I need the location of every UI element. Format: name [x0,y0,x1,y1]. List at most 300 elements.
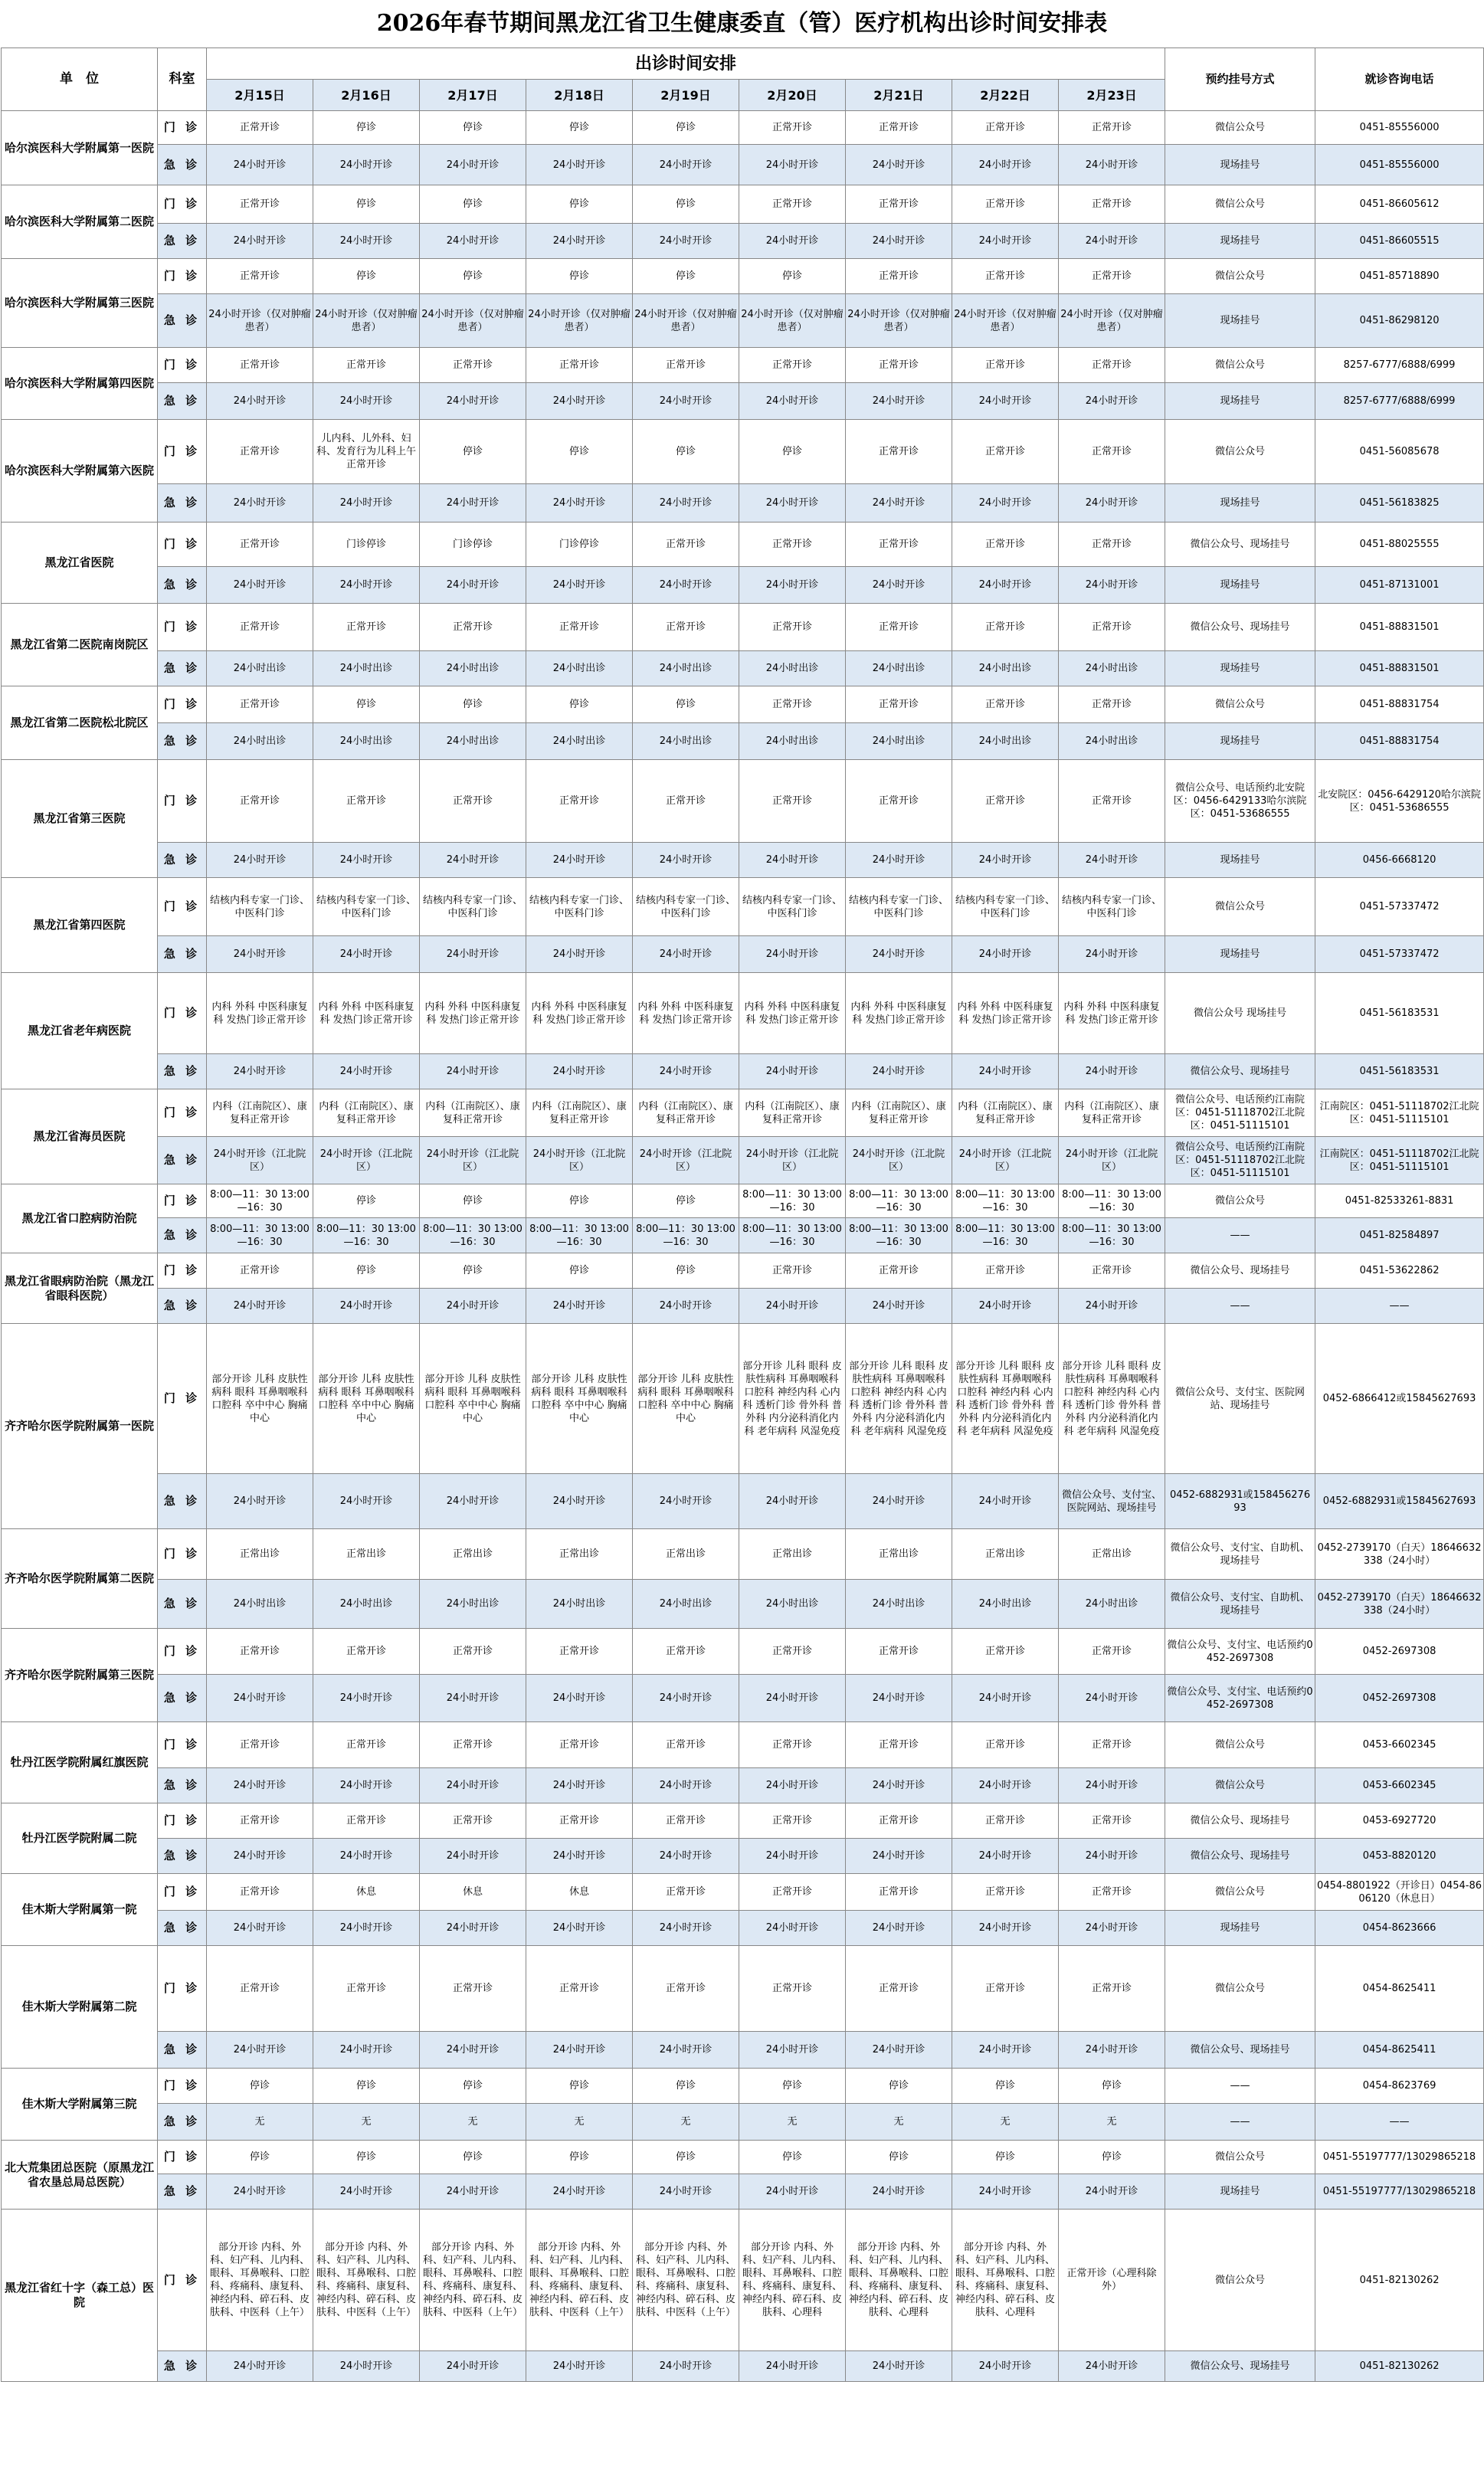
hospital-name: 齐齐哈尔医学院附属第二医院 [2,1529,158,1629]
booking-header: 预约挂号方式 [1165,48,1315,111]
schedule-cell: 正常开诊 [207,1803,313,1839]
schedule-cell: 正常开诊 [420,1722,526,1768]
schedule-cell: 24小时开诊 [420,936,526,973]
schedule-cell: 停诊 [313,259,420,294]
schedule-cell: 正常开诊 [313,1722,420,1768]
schedule-cell: 无 [633,2104,739,2141]
booking-method: 微信公众号 [1165,2141,1315,2174]
schedule-cell: 部分开诊 儿科 皮肤性病科 眼科 耳鼻咽喉科 口腔科 卒中中心 胸痛中心 [420,1324,526,1474]
department-label: 门 诊 [158,1324,207,1474]
schedule-cell: 正常开诊 [952,185,1059,224]
schedule-cell: 正常出诊 [420,1529,526,1580]
hospital-name: 哈尔滨医科大学附属第二医院 [2,185,158,259]
booking-method: 微信公众号、支付宝、电话预约0452-2697308 [1165,1675,1315,1722]
table-row [2,1768,1484,1803]
booking-method: 微信公众号、现场挂号 [1165,1054,1315,1089]
consult-phone: 0454-8625411 [1315,2032,1484,2069]
schedule-cell: 24小时开诊 [1059,1768,1165,1803]
schedule-cell: 24小时开诊 [739,484,846,522]
schedule-cell: 正常开诊 [1059,185,1165,224]
table-row [2,420,1484,484]
schedule-cell: 正常开诊 [739,1874,846,1911]
schedule-cell: 停诊 [1059,2069,1165,2104]
schedule-cell: 正常开诊 [207,522,313,567]
schedule-cell: 停诊 [633,2141,739,2174]
schedule-cell: 部分开诊 内科、外科、妇产科、儿内科、眼科、耳鼻喉科、口腔科、疼痛科、康复科、神经内科、碎石科、皮肤科、中医科（上午） [207,2210,313,2351]
schedule-cell: 停诊 [739,259,846,294]
schedule-cell: 24小时开诊 [207,843,313,878]
schedule-cell: 24小时开诊 [846,145,952,185]
schedule-cell: 停诊 [313,2141,420,2174]
hospital-name: 黑龙江省医院 [2,522,158,604]
table-row [2,843,1484,878]
schedule-cell: 24小时开诊 [952,936,1059,973]
schedule-cell: 内科（江南院区）、康复科正常开诊 [846,1089,952,1137]
table-row [2,1474,1484,1529]
schedule-cell: 停诊 [526,259,633,294]
table-row [2,1054,1484,1089]
booking-method: —— [1165,2104,1315,2141]
table-row [2,651,1484,686]
schedule-cell: 24小时开诊 [633,1289,739,1324]
consult-phone: 0452-2697308 [1315,1675,1484,1722]
page-title: 2026年春节期间黑龙江省卫生健康委直（管）医疗机构出诊时间安排表 [376,10,1108,37]
department-label: 急 诊 [158,1768,207,1803]
schedule-cell: 无 [526,2104,633,2141]
schedule-cell: 24小时开诊（仅对肿瘤患者） [739,294,846,348]
department-label: 门 诊 [158,1184,207,1218]
consult-phone: 0451-85556000 [1315,145,1484,185]
booking-method: 微信公众号、现场挂号 [1165,1839,1315,1874]
schedule-cell: 24小时开诊 [952,1474,1059,1529]
consult-phone: 0451-82130262 [1315,2210,1484,2351]
schedule-cell: 24小时开诊 [526,1768,633,1803]
schedule-cell: 24小时开诊 [739,145,846,185]
schedule-cell: 正常出诊 [739,1529,846,1580]
hospital-name: 佳木斯大学附属第三院 [2,2069,158,2141]
schedule-cell: 24小时开诊 [846,1474,952,1529]
schedule-cell: 24小时开诊 [313,936,420,973]
schedule-cell: 部分开诊 儿科 眼科 皮肤性病科 耳鼻咽喉科 口腔科 神经内科 心内科 透析门诊 骨外科 普外科 内分泌科消化内科 老年病科 风湿免疫 [1059,1324,1165,1474]
table-row [2,567,1484,604]
schedule-cell: 正常开诊 [952,420,1059,484]
schedule-cell: 无 [420,2104,526,2141]
schedule-cell: 24小时开诊 [952,1675,1059,1722]
schedule-cell: 24小时开诊 [207,1768,313,1803]
schedule-cell: 24小时开诊 [526,567,633,604]
schedule-cell: 24小时开诊 [313,2351,420,2382]
schedule-cell: 停诊 [526,2141,633,2174]
schedule-cell: 24小时开诊（仅对肿瘤患者） [952,294,1059,348]
hospital-name: 哈尔滨医科大学附属第三医院 [2,259,158,348]
schedule-cell: 24小时开诊 [420,2351,526,2382]
table-row [2,1184,1484,1218]
schedule-cell: 24小时开诊 [420,2032,526,2069]
schedule-cell: 停诊 [526,686,633,723]
schedule-cell: 门诊停诊 [420,522,526,567]
consult-phone: 0451-82533261-8831 [1315,1184,1484,1218]
table-row [2,1722,1484,1768]
schedule-cell: 24小时开诊 [846,2174,952,2210]
date-header: 2月19日 [633,80,739,111]
schedule-cell: 正常开诊 [952,1722,1059,1768]
table-row [2,1580,1484,1629]
schedule-cell: 正常开诊 [1059,111,1165,145]
schedule-cell: 停诊 [420,420,526,484]
schedule-cell: 8:00—11：30 13:00—16：30 [313,1218,420,1253]
schedule-cell: 24小时开诊 [846,936,952,973]
booking-method: 微信公众号、现场挂号 [1165,2032,1315,2069]
schedule-cell: 无 [952,2104,1059,2141]
schedule-cell: 24小时开诊（仅对肿瘤患者） [526,294,633,348]
table-row [2,2174,1484,2210]
consult-phone: 8257-6777/6888/6999 [1315,383,1484,420]
department-label: 门 诊 [158,1946,207,2032]
schedule-cell: 正常开诊 [1059,760,1165,843]
table-row [2,1218,1484,1253]
schedule-cell: 24小时出诊 [952,651,1059,686]
schedule-cell: 停诊 [420,111,526,145]
schedule-cell: 24小时开诊 [207,2351,313,2382]
schedule-cell: 停诊 [420,2141,526,2174]
hospital-name: 黑龙江省第二医院松北院区 [2,686,158,760]
schedule-cell: 24小时开诊 [739,843,846,878]
schedule-cell: 正常开诊 [420,1803,526,1839]
schedule-cell: 停诊 [526,185,633,224]
schedule-cell: 部分开诊 儿科 皮肤性病科 眼科 耳鼻咽喉科 口腔科 卒中中心 胸痛中心 [313,1324,420,1474]
schedule-cell: 正常开诊 [846,604,952,651]
schedule-cell: 24小时开诊 [207,2174,313,2210]
schedule-cell: 24小时开诊 [633,936,739,973]
hospital-name: 黑龙江省老年病医院 [2,973,158,1089]
date-header: 2月15日 [207,80,313,111]
schedule-cell: 结核内科专家一门诊、中医科门诊 [313,878,420,936]
schedule-cell: 24小时开诊 [313,1911,420,1946]
schedule-cell: 停诊 [633,1184,739,1218]
schedule-cell: 24小时开诊 [952,1768,1059,1803]
department-label: 急 诊 [158,843,207,878]
schedule-cell: 24小时开诊 [313,1839,420,1874]
consult-phone: 0451-82130262 [1315,2351,1484,2382]
schedule-cell: 24小时开诊 [739,567,846,604]
schedule-cell: 24小时出诊 [633,1580,739,1629]
table-row [2,1529,1484,1580]
department-label: 门 诊 [158,2210,207,2351]
schedule-cell: 24小时开诊 [526,2351,633,2382]
schedule-cell: 24小时开诊 [952,145,1059,185]
booking-method: 0452-6882931或15845627693 [1165,1474,1315,1529]
schedule-cell: 24小时开诊 [1059,1054,1165,1089]
schedule-cell: 24小时开诊 [739,1675,846,1722]
hospital-name: 齐齐哈尔医学院附属第三医院 [2,1629,158,1722]
phone-header: 就诊咨询电话 [1315,48,1484,111]
department-label: 急 诊 [158,145,207,185]
schedule-cell: 停诊 [633,420,739,484]
hospital-name: 黑龙江省眼病防治院（黑龙江省眼科医院） [2,1253,158,1324]
booking-method: 微信公众号 [1165,259,1315,294]
schedule-cell: 正常开诊 [526,348,633,383]
schedule-cell: 正常开诊 [1059,686,1165,723]
consult-phone: 江南院区：0451-51118702江北院区：0451-51115101 [1315,1137,1484,1184]
schedule-cell: 24小时开诊 [526,2174,633,2210]
schedule-cell: 停诊 [526,1253,633,1289]
schedule-cell: 部分开诊 内科、外科、妇产科、儿内科、眼科、耳鼻喉科、口腔科、疼痛科、康复科、神经内科、碎石科、皮肤科、中医科（上午） [633,2210,739,2351]
schedule-cell: 24小时开诊 [952,484,1059,522]
schedule-cell: 24小时开诊 [313,484,420,522]
schedule-cell: 结核内科专家一门诊、中医科门诊 [420,878,526,936]
department-label: 急 诊 [158,1289,207,1324]
schedule-cell: 内科 外科 中医科康复科 发热门诊正常开诊 [1059,973,1165,1054]
schedule-cell: 正常开诊 [1059,1946,1165,2032]
schedule-cell: 停诊 [313,2069,420,2104]
schedule-cell: 内科（江南院区）、康复科正常开诊 [420,1089,526,1137]
schedule-cell: 正常开诊 [313,1803,420,1839]
schedule-cell: 部分开诊 内科、外科、妇产科、儿内科、眼科、耳鼻喉科、口腔科、疼痛科、康复科、神经内科、碎石科、皮肤科、心理科 [952,2210,1059,2351]
table-row [2,2141,1484,2174]
schedule-cell: 24小时开诊 [739,1911,846,1946]
schedule-cell: 正常开诊 [739,185,846,224]
schedule-cell: 24小时出诊 [952,723,1059,760]
consult-phone: 0451-88025555 [1315,522,1484,567]
schedule-cell: 24小时出诊 [846,723,952,760]
schedule-cell: 24小时开诊（仅对肿瘤患者） [313,294,420,348]
schedule-cell: 24小时开诊 [952,1054,1059,1089]
schedule-cell: 24小时开诊（江北院区） [739,1137,846,1184]
schedule-cell: 正常开诊 [846,185,952,224]
booking-method: 微信公众号 [1165,2210,1315,2351]
schedule-cell: 24小时开诊（江北院区） [1059,1137,1165,1184]
schedule-cell: 部分开诊 内科、外科、妇产科、儿内科、眼科、耳鼻喉科、口腔科、疼痛科、康复科、神经内科、碎石科、皮肤科、中医科（上午） [526,2210,633,2351]
booking-method: 微信公众号、现场挂号 [1165,604,1315,651]
schedule-cell: 正常开诊 [420,1946,526,2032]
booking-method: 微信公众号 [1165,348,1315,383]
schedule-cell: 正常开诊 [1059,522,1165,567]
consult-phone: 0451-86605612 [1315,185,1484,224]
booking-method: 微信公众号 [1165,686,1315,723]
schedule-cell: 24小时出诊 [952,1580,1059,1629]
schedule-cell: 24小时出诊 [1059,723,1165,760]
schedule-cell: 停诊 [633,259,739,294]
schedule-cell: 正常开诊 [1059,1629,1165,1675]
schedule-cell: 停诊 [952,2069,1059,2104]
schedule-cell: 24小时开诊 [739,383,846,420]
table-row [2,522,1484,567]
schedule-cell: 停诊 [739,2141,846,2174]
schedule-cell: 内科 外科 中医科康复科 发热门诊正常开诊 [207,973,313,1054]
schedule-cell: 24小时开诊 [633,1675,739,1722]
department-label: 门 诊 [158,2141,207,2174]
dept-header: 科室 [158,48,207,111]
schedule-cell: 24小时开诊 [1059,1911,1165,1946]
schedule-cell: 24小时出诊 [420,723,526,760]
schedule-cell: 24小时开诊 [739,2351,846,2382]
table-row [2,185,1484,224]
schedule-cell: 24小时开诊（仅对肿瘤患者） [846,294,952,348]
department-label: 门 诊 [158,760,207,843]
schedule-cell: 24小时开诊（仅对肿瘤患者） [207,294,313,348]
schedule-cell: 8:00—11：30 13:00—16：30 [207,1218,313,1253]
consult-phone: —— [1315,2104,1484,2141]
consult-phone: 0451-82584897 [1315,1218,1484,1253]
schedule-cell: 结核内科专家一门诊、中医科门诊 [846,878,952,936]
schedule-cell: 正常开诊 [1059,420,1165,484]
schedule-cell: 停诊 [420,185,526,224]
schedule-cell: 24小时开诊 [207,567,313,604]
schedule-cell: 正常出诊 [952,1529,1059,1580]
department-label: 急 诊 [158,723,207,760]
schedule-cell: 24小时开诊 [739,224,846,259]
consult-phone: 0452-6882931或15845627693 [1315,1474,1484,1529]
schedule-cell: 24小时开诊 [313,383,420,420]
schedule-cell: 停诊 [846,2069,952,2104]
schedule-cell: 内科 外科 中医科康复科 发热门诊正常开诊 [846,973,952,1054]
hospital-name: 黑龙江省红十字（森工总）医院 [2,2210,158,2382]
schedule-cell: 正常开诊 [420,760,526,843]
schedule-cell: 部分开诊 内科、外科、妇产科、儿内科、眼科、耳鼻喉科、口腔科、疼痛科、康复科、神经内科、碎石科、皮肤科、中医科（上午） [420,2210,526,2351]
schedule-cell: 24小时开诊 [1059,1289,1165,1324]
schedule-cell: 24小时出诊 [420,1580,526,1629]
consult-phone: 北安院区：0456-6429120哈尔滨院区：0451-53686555 [1315,760,1484,843]
schedule-cell: 24小时开诊 [952,2032,1059,2069]
consult-phone: 0451-56183531 [1315,1054,1484,1089]
booking-method: 微信公众号 [1165,420,1315,484]
schedule-cell: 24小时出诊 [846,1580,952,1629]
schedule-cell: 正常出诊 [526,1529,633,1580]
schedule-cell: 8:00—11：30 13:00—16：30 [420,1218,526,1253]
schedule-cell: 正常出诊 [207,1529,313,1580]
schedule-cell: 24小时开诊 [207,484,313,522]
schedule-cell: 正常开诊 [739,1722,846,1768]
schedule-cell: 24小时开诊 [207,2032,313,2069]
schedule-cell: 停诊 [420,259,526,294]
department-label: 急 诊 [158,2351,207,2382]
hospital-name: 齐齐哈尔医学院附属第一医院 [2,1324,158,1529]
consult-phone: 0451-57337472 [1315,878,1484,936]
schedule-cell: 儿内科、儿外科、妇科、发育行为儿科上午正常开诊 [313,420,420,484]
schedule-cell: 24小时开诊 [313,224,420,259]
schedule-cell: 正常开诊 [1059,1874,1165,1911]
schedule-cell: 24小时开诊 [633,1911,739,1946]
schedule-cell: 内科 外科 中医科康复科 发热门诊正常开诊 [526,973,633,1054]
table-row [2,936,1484,973]
schedule-cell: 正常开诊 [846,522,952,567]
schedule-cell: 24小时开诊 [952,2351,1059,2382]
booking-method: 现场挂号 [1165,2174,1315,2210]
schedule-cell: 正常开诊 [952,1803,1059,1839]
booking-method: 微信公众号、电话预约江南院区：0451-51118702江北院区：0451-51115101 [1165,1089,1315,1137]
consult-phone: 0453-8820120 [1315,1839,1484,1874]
hospital-name: 黑龙江省海员医院 [2,1089,158,1184]
department-label: 急 诊 [158,567,207,604]
schedule-cell: 正常开诊 [952,259,1059,294]
schedule-cell: 正常开诊 [952,1253,1059,1289]
unit-header: 单 位 [2,48,158,111]
booking-method: 现场挂号 [1165,936,1315,973]
schedule-cell: 结核内科专家一门诊、中医科门诊 [633,878,739,936]
schedule-cell: 24小时出诊 [633,723,739,760]
schedule-cell: 停诊 [633,2069,739,2104]
schedule-cell: 24小时开诊 [420,567,526,604]
schedule-cell: 24小时出诊 [207,651,313,686]
schedule-cell: 正常开诊 [1059,604,1165,651]
department-label: 门 诊 [158,1253,207,1289]
schedule-cell: 停诊 [739,420,846,484]
consult-phone: 0454-8623769 [1315,2069,1484,2104]
schedule-cell: 门诊停诊 [526,522,633,567]
schedule-cell: 正常开诊 [1059,1253,1165,1289]
schedule-cell: 停诊 [633,111,739,145]
schedule-cell: 正常开诊 [846,1874,952,1911]
schedule-cell: 正常开诊 [952,1874,1059,1911]
department-label: 急 诊 [158,2174,207,2210]
department-label: 急 诊 [158,1911,207,1946]
booking-method: 微信公众号 [1165,185,1315,224]
schedule-cell: 停诊 [526,2069,633,2104]
schedule-cell: 正常开诊 [420,1629,526,1675]
schedule-cell: 24小时开诊 [633,383,739,420]
schedule-cell: 停诊 [633,185,739,224]
schedule-cell: 24小时开诊（仅对肿瘤患者） [420,294,526,348]
schedule-cell: 正常开诊 [526,760,633,843]
schedule-cell: 8:00—11：30 13:00—16：30 [739,1184,846,1218]
consult-phone: 0451-87131001 [1315,567,1484,604]
schedule-cell: 24小时出诊 [846,651,952,686]
consult-phone: 0451-55197777/13029865218 [1315,2174,1484,2210]
table-row [2,484,1484,522]
schedule-cell: 结核内科专家一门诊、中医科门诊 [207,878,313,936]
schedule-cell: 24小时开诊 [526,1474,633,1529]
schedule-cell: 停诊 [952,2141,1059,2174]
schedule-cell: 无 [207,2104,313,2141]
booking-method: 现场挂号 [1165,224,1315,259]
schedule-cell: 内科 外科 中医科康复科 发热门诊正常开诊 [313,973,420,1054]
schedule-cell: 正常开诊 [739,1803,846,1839]
schedule-cell: 正常开诊 [1059,1722,1165,1768]
schedule-cell: 正常开诊 [846,259,952,294]
schedule-cell: 正常开诊 [633,1946,739,2032]
schedule-cell: 24小时出诊 [526,1580,633,1629]
schedule-cell: 24小时出诊 [633,651,739,686]
schedule-cell: 24小时开诊 [207,1474,313,1529]
schedule-cell: 正常开诊 [952,604,1059,651]
department-label: 急 诊 [158,1580,207,1629]
schedule-cell: 24小时开诊 [633,145,739,185]
schedule-cell: 正常开诊 [420,604,526,651]
department-label: 门 诊 [158,973,207,1054]
booking-method: 微信公众号 [1165,1874,1315,1911]
schedule-header: 出诊时间安排 [207,48,1165,80]
schedule-cell: 正常开诊 [1059,259,1165,294]
table-row [2,294,1484,348]
department-label: 急 诊 [158,484,207,522]
hospital-name: 哈尔滨医科大学附属第一医院 [2,111,158,185]
schedule-cell: 24小时开诊 [633,567,739,604]
schedule-cell: 内科 外科 中医科康复科 发热门诊正常开诊 [952,973,1059,1054]
schedule-cell: 24小时开诊（仅对肿瘤患者） [1059,294,1165,348]
schedule-cell: 部分开诊 儿科 眼科 皮肤性病科 耳鼻咽喉科 口腔科 神经内科 心内科 透析门诊 骨外科 普外科 内分泌科消化内科 老年病科 风湿免疫 [952,1324,1059,1474]
schedule-cell: 24小时开诊 [313,1054,420,1089]
schedule-cell: 正常开诊 [207,420,313,484]
schedule-cell: 24小时开诊 [526,484,633,522]
table-row [2,2104,1484,2141]
schedule-cell: 正常开诊 [846,111,952,145]
schedule-cell: 24小时开诊 [420,1474,526,1529]
schedule-cell: 停诊 [420,2069,526,2104]
schedule-cell: 正常开诊 [739,522,846,567]
table-row [2,1946,1484,2032]
booking-method: 现场挂号 [1165,651,1315,686]
schedule-cell: 24小时开诊 [952,843,1059,878]
